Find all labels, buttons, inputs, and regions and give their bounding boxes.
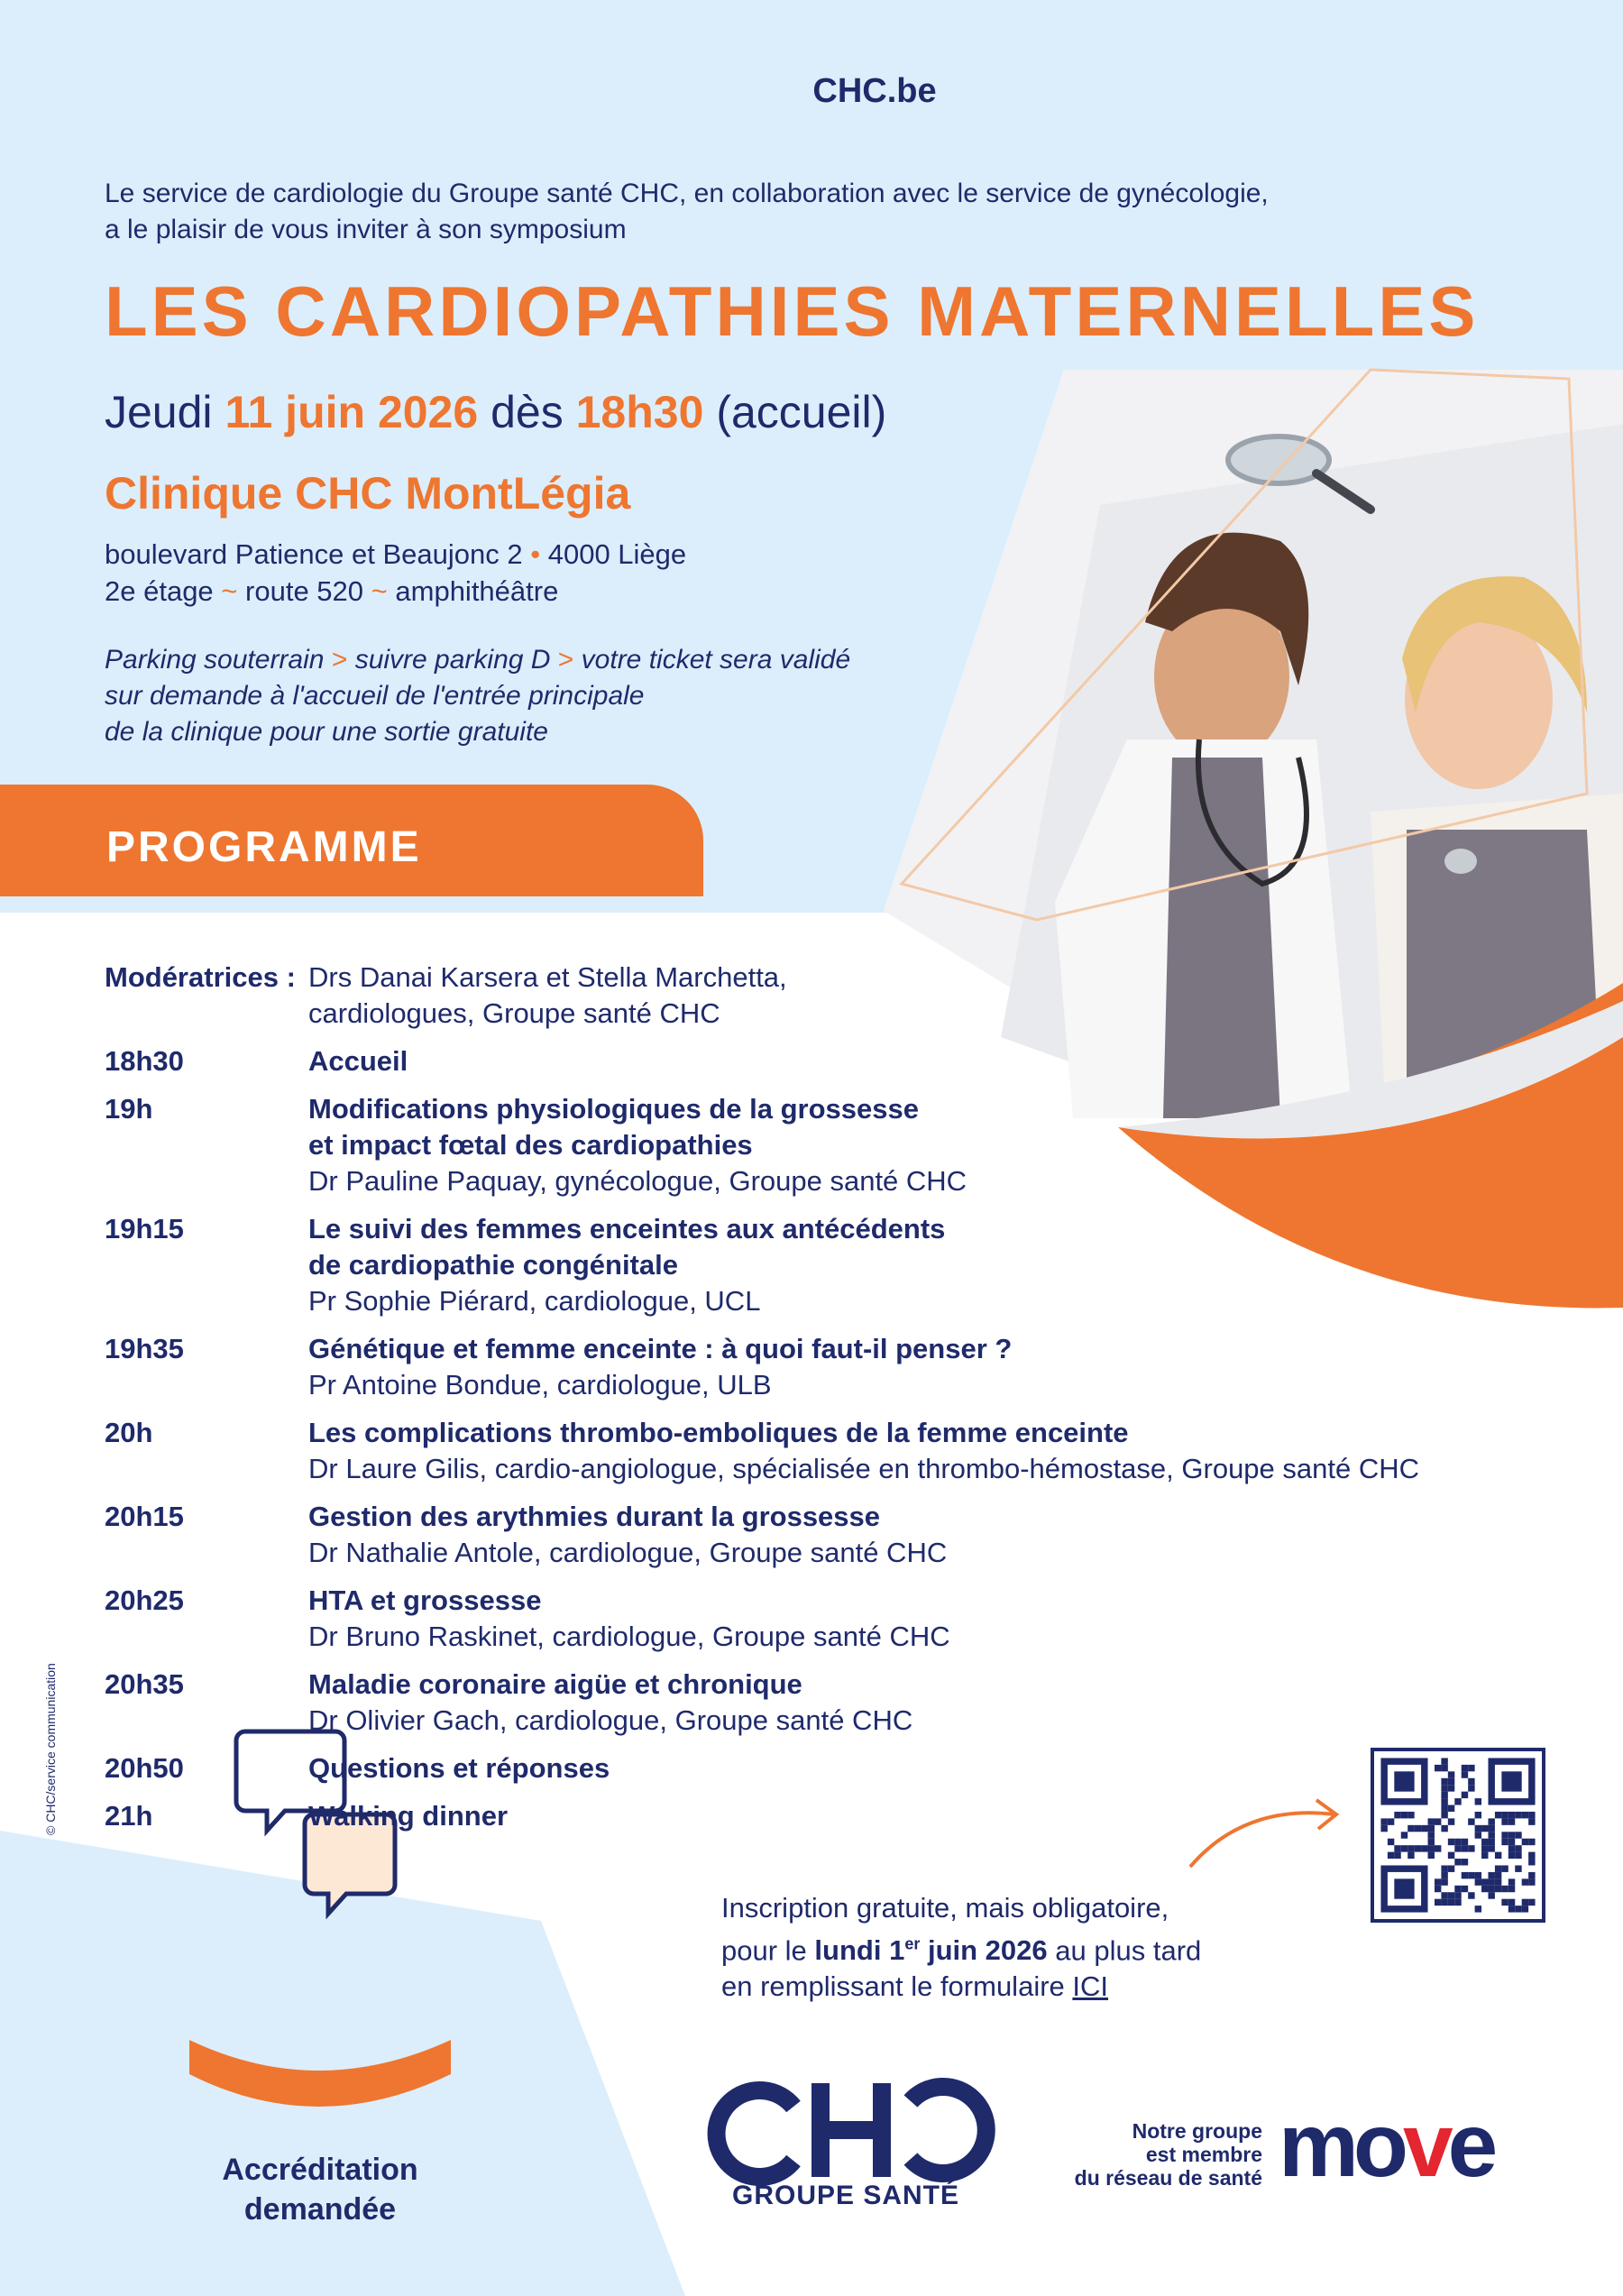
programme-row <box>105 1415 1511 1487</box>
parking-arrow-2: > <box>557 645 574 675</box>
programme-speaker: Dr Bruno Raskinet, cardiologue, Groupe santé CHC <box>308 1621 950 1652</box>
intro-line-1: Le service de cardiologie du Groupe santé CHC, en collaboration avec le service de gynécologie, <box>105 179 1269 208</box>
programme-speaker: Dr Olivier Gach, cardiologue, Groupe santé CHC <box>308 1704 913 1736</box>
date-date: 11 juin 2026 <box>225 387 479 437</box>
programme-time: 21h <box>105 1800 153 1832</box>
programme-row <box>105 1750 1511 1786</box>
programme-speaker: Pr Sophie Piérard, cardiologue, UCL <box>308 1285 761 1317</box>
programme-row <box>105 1798 1511 1834</box>
registration-deadline: lundi 1er juin 2026 <box>814 1934 1048 1967</box>
venue-address <box>105 536 686 610</box>
programme-time: 18h30 <box>105 1045 184 1077</box>
event-date <box>105 386 886 438</box>
programme-talk-title-cont: de cardiopathie congénitale <box>308 1249 678 1281</box>
programme-row <box>105 1043 1511 1079</box>
programme-talk-title: Les complications thrombo-emboliques de la femme enceinte <box>308 1417 1129 1448</box>
programme-talk-title: Le suivi des femmes enceintes aux antécédents <box>308 1213 946 1244</box>
event-title: LES CARDIOPATHIES MATERNELLES <box>105 271 1480 351</box>
programme-speaker: Dr Nathalie Antole, cardiologue, Groupe santé CHC <box>308 1537 948 1568</box>
programme-row <box>105 1583 1511 1655</box>
programme-time: 20h35 <box>105 1668 184 1700</box>
moderators-label: Modératrices : <box>105 961 296 993</box>
registration-prefix: pour le <box>721 1934 807 1967</box>
moderators-role: cardiologues, Groupe santé CHC <box>308 997 720 1029</box>
registration-suffix: au plus tard <box>1055 1934 1202 1967</box>
programme-talk-title: Modifications physiologiques de la grossesse <box>308 1093 919 1125</box>
programme-talk-title: Génétique et femme enceinte : à quoi faut-il penser ? <box>308 1333 1013 1364</box>
registration-qr-code[interactable] <box>1371 1748 1545 1923</box>
qr-code-pattern <box>1374 1751 1542 1919</box>
parking-line-3: de la clinique pour une sortie gratuite <box>105 717 548 747</box>
move-logo: move <box>1279 2095 1493 2196</box>
parking-part-3: votre ticket sera validé <box>581 645 851 675</box>
parking-arrow-1: > <box>331 645 348 675</box>
programme-heading: PROGRAMME <box>106 823 422 871</box>
registration-link[interactable]: ICI <box>1072 1970 1109 2003</box>
date-time: 18h30 <box>575 387 704 437</box>
programme-talk-title: Accueil <box>308 1045 408 1077</box>
intro-line-2: a le plaisir de vous inviter à son symposium <box>105 215 627 244</box>
programme-list <box>105 960 1511 1846</box>
parking-part-2: suivre parking D <box>354 645 551 675</box>
programme-time: 20h50 <box>105 1752 184 1784</box>
parking-line-2: sur demande à l'accueil de l'entrée principale <box>105 681 645 711</box>
chc-logo-subtitle: GROUPE SANTÉ <box>731 2181 960 2210</box>
moderators-row <box>105 960 1511 1032</box>
programme-talk-title: Maladie coronaire aigüe et chronique <box>308 1668 802 1700</box>
programme-time: 20h15 <box>105 1501 184 1532</box>
programme-time: 20h25 <box>105 1584 184 1616</box>
programme-talk-title: Questions et réponses <box>308 1752 610 1784</box>
venue-route: route 520 <box>245 575 364 607</box>
accreditation-label: Accréditation demandée <box>222 2153 418 2227</box>
date-note: (accueil) <box>716 387 887 437</box>
programme-talk-title: HTA et grossesse <box>308 1584 542 1616</box>
move-network-text: Notre groupe est membre du réseau de santé <box>1074 2119 1262 2190</box>
moderators-names: Drs Danai Karsera et Stella Marchetta, <box>308 961 787 993</box>
copyright-notice: © CHC/service communication <box>43 1663 58 1835</box>
programme-row <box>105 1667 1511 1739</box>
venue-floor: 2e étage <box>105 575 214 607</box>
programme-time: 20h <box>105 1417 153 1448</box>
programme-row <box>105 1331 1511 1403</box>
date-from: dès <box>491 387 564 437</box>
venue-tilde-1: ~ <box>221 575 238 607</box>
programme-row <box>105 1499 1511 1571</box>
venue-street: boulevard Patience et Beaujonc 2 <box>105 538 523 570</box>
venue-tilde-2: ~ <box>371 575 388 607</box>
programme-row <box>105 1091 1511 1199</box>
chc-logo-mark <box>717 2083 986 2177</box>
programme-time: 19h15 <box>105 1213 184 1244</box>
programme-talk-title: Walking dinner <box>308 1800 509 1832</box>
programme-speaker: Pr Antoine Bondue, cardiologue, ULB <box>308 1369 772 1401</box>
venue-name: Clinique CHC MontLégia <box>105 468 631 519</box>
programme-speaker: Dr Pauline Paquay, gynécologue, Groupe santé CHC <box>308 1165 967 1197</box>
date-day: Jeudi <box>105 387 213 437</box>
registration-line-1: Inscription gratuite, mais obligatoire, <box>721 1892 1169 1924</box>
parking-part-1: Parking souterrain <box>105 645 325 675</box>
venue-city: 4000 Liège <box>547 538 687 570</box>
programme-speaker: Dr Laure Gilis, cardio-angiologue, spécialisée en thrombo-hémostase, Groupe santé CHC <box>308 1453 1420 1484</box>
programme-time: 19h <box>105 1093 153 1125</box>
parking-info <box>105 642 850 750</box>
programme-talk-title: Gestion des arythmies durant la grossesse <box>308 1501 881 1532</box>
programme-talk-title-cont: et impact fœtal des cardiopathies <box>308 1129 753 1161</box>
programme-time: 19h35 <box>105 1333 184 1364</box>
intro-text <box>105 176 1457 248</box>
venue-separator: • <box>530 538 541 570</box>
registration-info <box>721 1890 1201 2005</box>
venue-room: amphithéâtre <box>395 575 559 607</box>
registration-line-3: en remplissant le formulaire <box>721 1970 1065 2003</box>
site-url[interactable]: CHC.be <box>812 72 937 110</box>
programme-row <box>105 1211 1511 1319</box>
